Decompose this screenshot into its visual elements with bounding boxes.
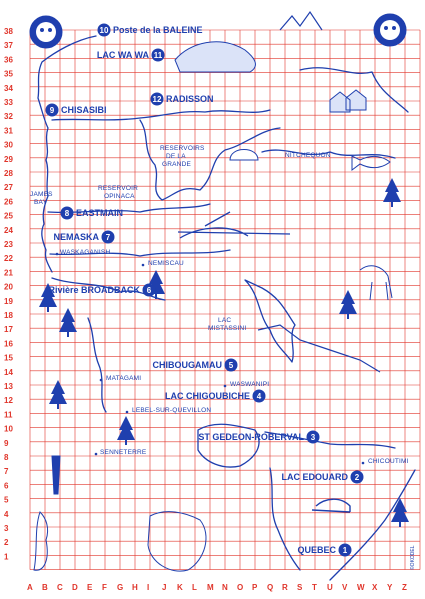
row-label: 5	[4, 495, 9, 505]
row-label: 16	[4, 339, 13, 349]
place-label-reservoirs-grande: RESERVOIRS	[160, 145, 205, 152]
row-label: 20	[4, 282, 13, 292]
place-label-james-bay: JAMES	[30, 191, 53, 198]
stop-number: 11	[153, 51, 163, 60]
column-label: U	[327, 583, 333, 592]
column-label: G	[117, 583, 124, 592]
trail-stop-1	[297, 544, 351, 557]
row-label: 27	[4, 183, 13, 193]
stop-label: ST GEDEON-ROBERVAL	[198, 432, 304, 442]
row-label: 38	[4, 27, 13, 36]
stop-label: EASTMAIN	[76, 208, 123, 218]
stop-label: LAC CHIGOUBICHE	[165, 391, 250, 401]
column-label: D	[72, 583, 78, 592]
lighthouse-icon	[52, 456, 60, 494]
row-label: 34	[4, 83, 13, 93]
column-label: Z	[402, 583, 407, 592]
row-label: 24	[4, 225, 13, 235]
row-label: 6	[4, 481, 9, 491]
row-label: 35	[4, 69, 13, 79]
stop-number: 9	[49, 106, 55, 115]
stop-label: NEMASKA	[53, 232, 99, 242]
place-label-lac-mistassini-2: MISTASSINI	[208, 325, 247, 332]
row-label: 19	[4, 296, 13, 306]
stop-label: Poste de la BALEINE	[113, 25, 203, 35]
stop-number: 2	[354, 473, 360, 482]
place-label-waskaganish: WASKAGANISH	[60, 249, 111, 256]
trail-stop-9	[46, 104, 107, 117]
column-label: R	[282, 583, 288, 592]
row-label: 28	[4, 169, 13, 178]
place-label-reservoir-opinaca-2: OPINACA	[104, 193, 135, 200]
row-label: 18	[4, 311, 13, 320]
place-label-chicoutimi: CHICOUTIMI	[368, 458, 409, 465]
column-label: I	[147, 583, 150, 592]
row-label: 7	[4, 467, 9, 477]
column-label: O	[237, 583, 244, 592]
row-label: 33	[4, 98, 13, 107]
trail-stop-10	[98, 24, 203, 37]
row-label: 9	[4, 438, 9, 448]
trail-stop-11	[97, 49, 165, 62]
stop-label: CHIBOUGAMAU	[152, 360, 222, 370]
row-label: 4	[4, 509, 9, 519]
place-label-senneterre: SENNETERRE	[100, 449, 147, 456]
column-label: B	[42, 583, 48, 592]
column-label: E	[87, 583, 93, 592]
place-label-lac-mistassini: LAC	[218, 317, 232, 324]
row-label: 22	[4, 254, 13, 264]
place-label-matagami: MATAGAMI	[106, 375, 142, 382]
map-credit: ©OKODEL	[410, 545, 416, 570]
stop-number: 6	[146, 286, 152, 295]
stop-number: 10	[99, 26, 109, 35]
column-label: Y	[387, 583, 393, 592]
stop-label: RADISSON	[166, 94, 214, 104]
column-label: T	[312, 583, 317, 592]
column-label: K	[177, 583, 183, 592]
row-label: 1	[4, 552, 9, 562]
column-label: A	[27, 583, 33, 592]
moon-face-top-left-icon	[30, 16, 62, 48]
place-label-nemiscau: NEMISCAU	[148, 260, 184, 267]
row-label: 31	[4, 126, 13, 136]
place-label-reservoir-opinaca: RESERVOIR	[98, 185, 138, 192]
place-label-lebel: LEBEL-SUR-QUEVILLON	[132, 407, 212, 414]
row-label: 2	[4, 538, 9, 548]
column-label: F	[102, 583, 107, 592]
stop-number: 3	[310, 433, 316, 442]
place-label-reservoirs-grande-2: DE LA	[166, 153, 186, 160]
stop-number: 8	[64, 209, 70, 218]
trail-stop-3	[198, 431, 319, 444]
column-label: J	[162, 583, 167, 592]
moon-face-top-right-icon	[374, 14, 406, 46]
row-label: 32	[4, 112, 13, 122]
trail-stop-6	[48, 284, 155, 297]
row-label: 26	[4, 197, 13, 207]
row-label: 25	[4, 211, 13, 221]
column-label: Q	[267, 583, 274, 592]
row-label: 29	[4, 154, 13, 164]
column-label: S	[297, 583, 303, 592]
stop-number: 7	[105, 233, 111, 242]
trail-stop-7	[53, 231, 114, 244]
column-label: C	[57, 583, 63, 592]
stop-label: LAC EDOUARD	[281, 472, 348, 482]
row-label: 21	[4, 268, 13, 278]
column-label: V	[342, 583, 348, 592]
column-label: H	[132, 583, 138, 592]
row-label: 30	[4, 140, 13, 150]
stop-number: 12	[152, 95, 162, 104]
column-label: X	[372, 583, 378, 592]
trail-stop-12	[151, 93, 214, 106]
column-label: N	[222, 583, 228, 592]
column-label: L	[192, 583, 197, 592]
column-label: M	[207, 583, 214, 592]
stop-label: LAC WA WA	[96, 50, 149, 60]
row-label: 23	[4, 240, 13, 249]
row-label: 13	[4, 382, 13, 391]
row-label: 3	[4, 524, 9, 533]
place-label-james-bay-2: BAY	[34, 199, 48, 206]
row-label: 11	[4, 410, 13, 420]
row-label: 8	[4, 453, 9, 462]
trail-stop-8	[61, 207, 124, 220]
stop-label: CHISASIBI	[61, 105, 107, 115]
row-label: 10	[4, 424, 13, 434]
row-label: 15	[4, 353, 13, 363]
place-label-nitchequon: NITCHEQUON	[285, 152, 331, 159]
place-label-waswanipi: WASWANIPI	[230, 381, 270, 388]
row-label: 14	[4, 367, 13, 377]
stop-number: 4	[256, 392, 262, 401]
place-label-reservoirs-grande-3: GRANDE	[162, 161, 192, 168]
stop-number: 1	[342, 546, 348, 555]
column-label: P	[252, 583, 258, 592]
stop-label: QUEBEC	[297, 545, 336, 555]
stop-number: 5	[228, 361, 234, 370]
row-label: 17	[4, 325, 13, 335]
stop-label: Rivière BROADBACK	[48, 285, 140, 295]
row-label: 36	[4, 55, 13, 65]
row-label: 12	[4, 396, 13, 406]
row-label: 37	[4, 41, 13, 51]
column-label: W	[357, 583, 365, 592]
